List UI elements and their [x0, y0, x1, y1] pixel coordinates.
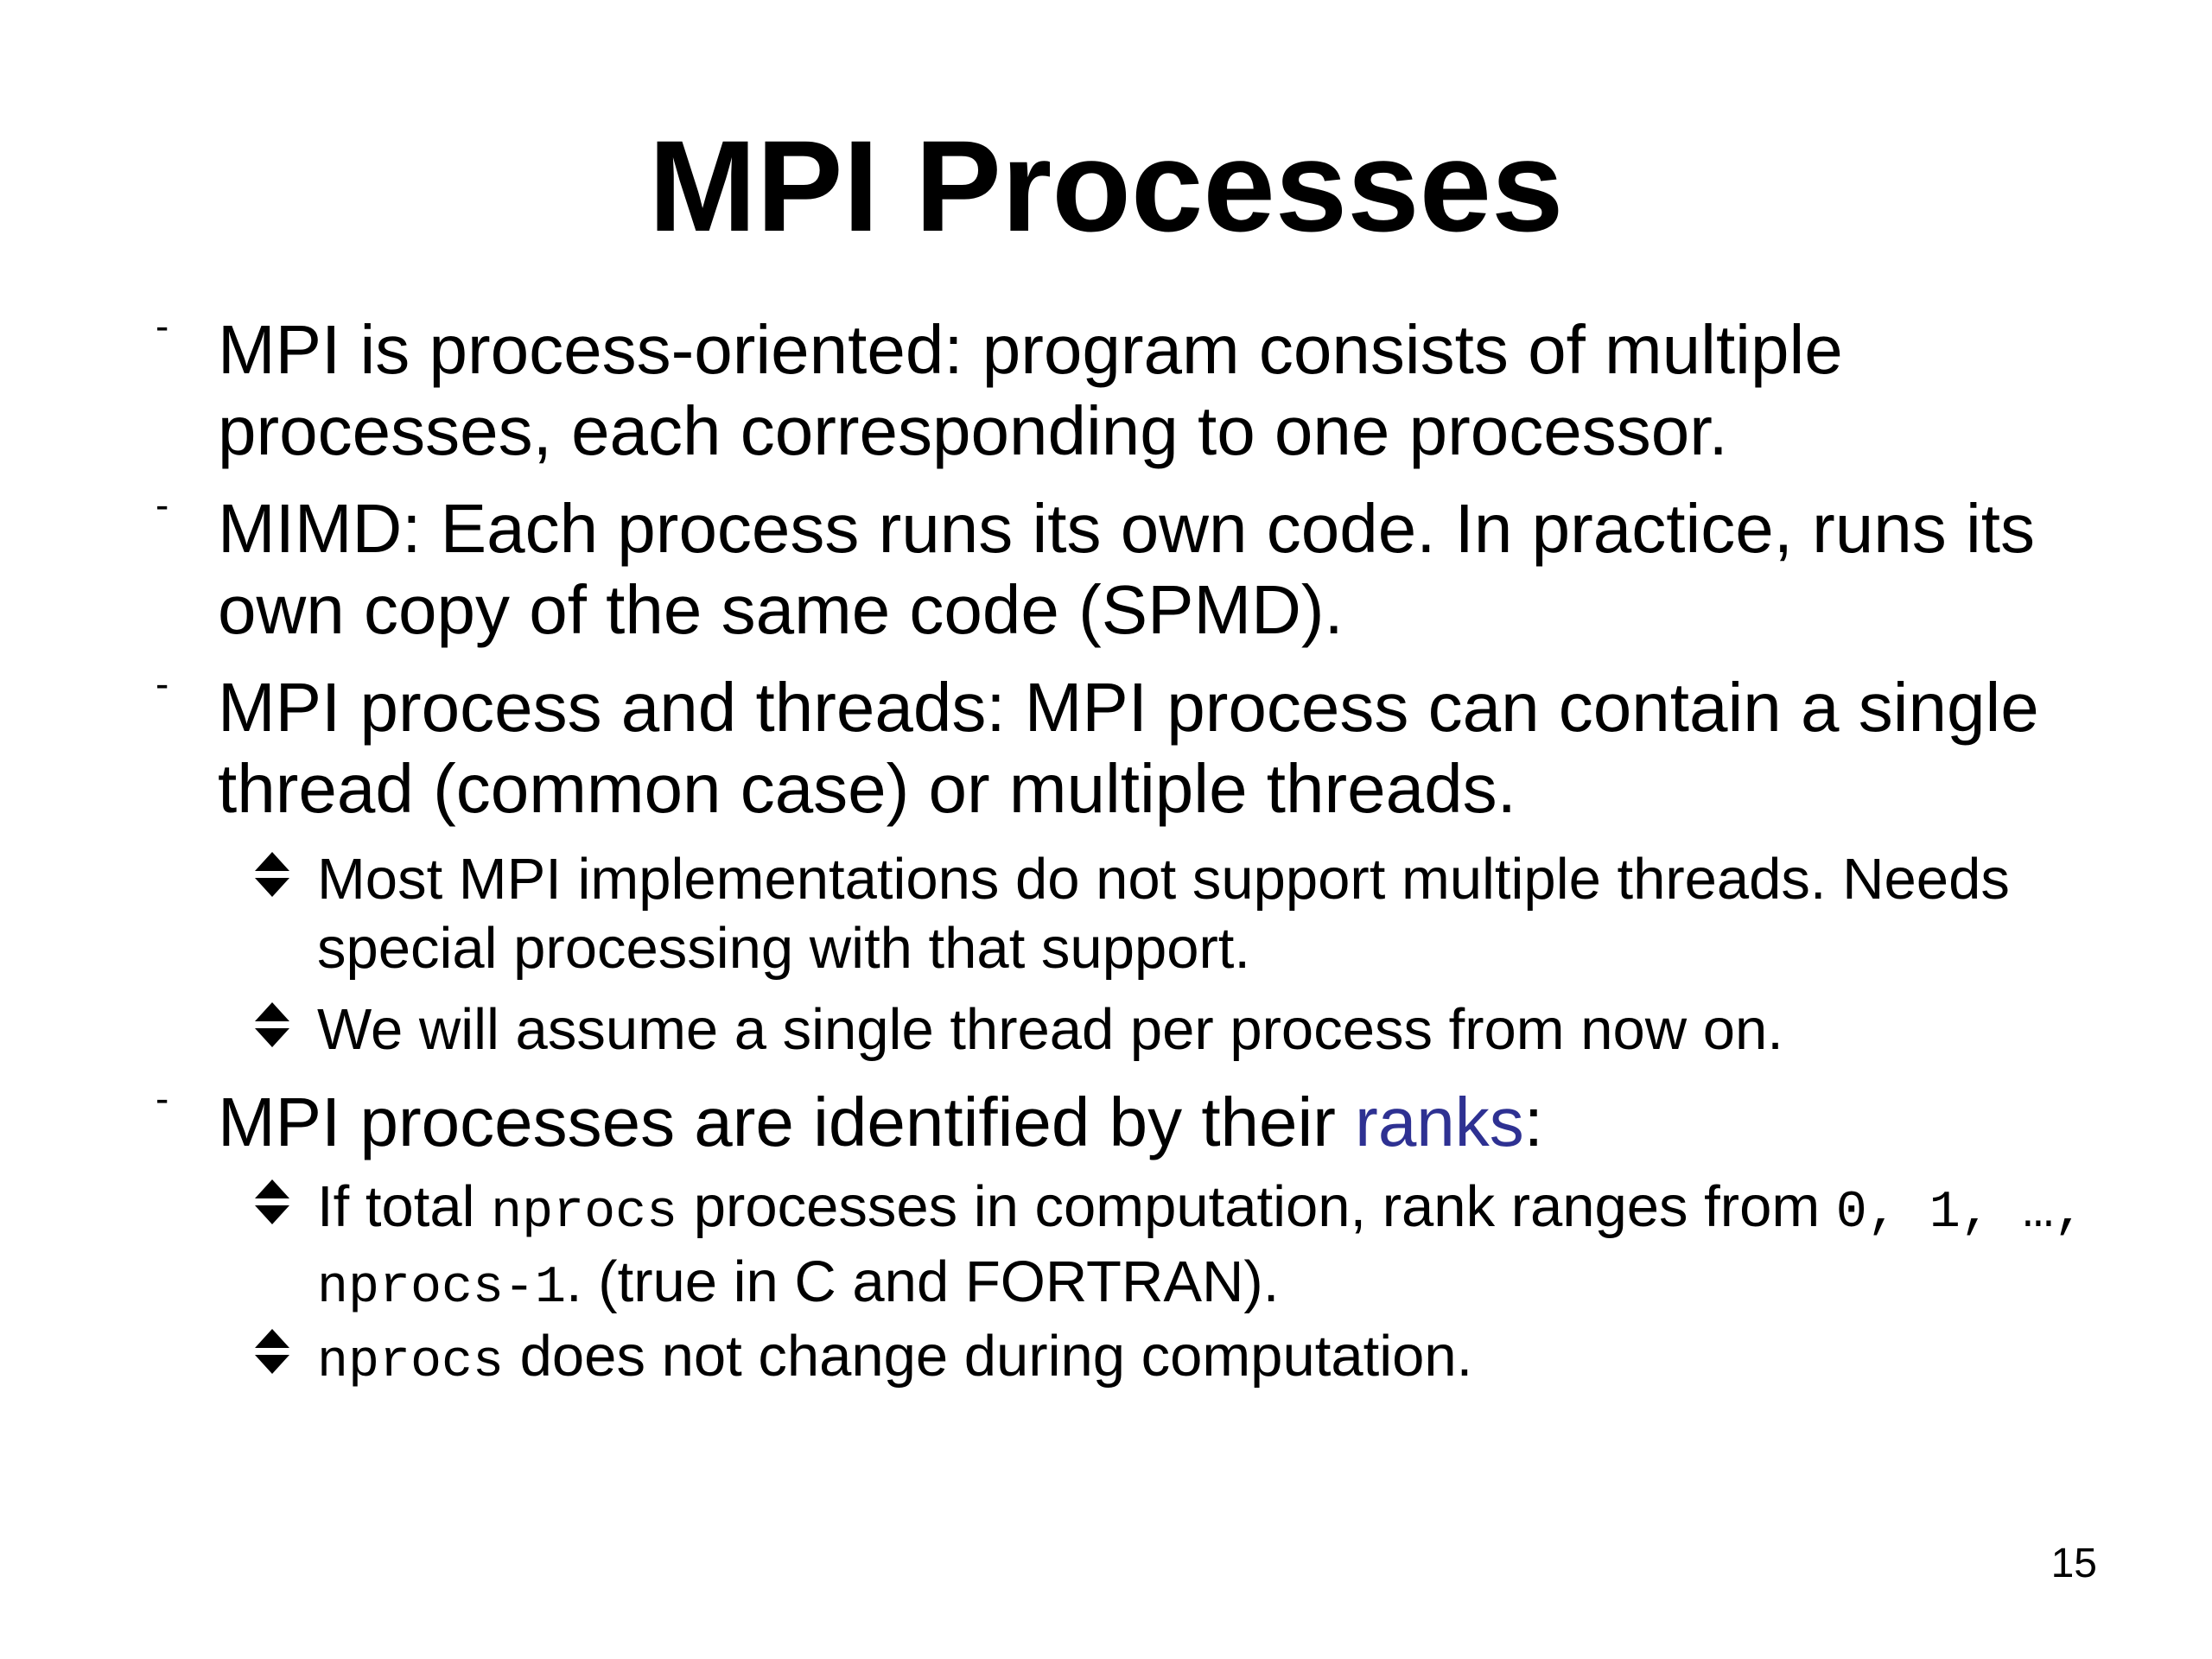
slide-title: MPI Processes	[648, 113, 1564, 258]
ranks-link[interactable]: ranks	[1355, 1084, 1524, 1160]
up-down-diamond-icon	[253, 1327, 291, 1376]
sub-bullet-item	[317, 1173, 2158, 1323]
sub-bullet-text: If total	[317, 1174, 492, 1239]
sub-bullet-text: We will assume a single thread per process from now on.	[317, 997, 1783, 1062]
code-nprocs: nprocs	[491, 1184, 678, 1243]
sub-bullet-item	[317, 845, 2158, 983]
bullet-item	[156, 303, 2153, 472]
bullet-item	[156, 1076, 2153, 1163]
code-nprocs: nprocs	[317, 1333, 505, 1392]
dash-bullet-icon: -	[156, 661, 169, 706]
bullet-text: MPI is process-oriented: program consists of multiple processes, each corresponding to one processor.	[218, 311, 1843, 469]
sub-bullet-text: Most MPI implementations do not support multiple threads. Needs special processing with that support.	[317, 847, 2010, 981]
up-down-diamond-icon	[253, 1001, 291, 1049]
bullet-text: MPI process and threads: MPI process can contain a single thread (common case) or multiple threads.	[218, 669, 2039, 827]
sub-bullet-item	[317, 1322, 2158, 1397]
bullet-text-end: :	[1523, 1084, 1544, 1160]
up-down-diamond-icon	[253, 850, 291, 899]
sub-bullet-text: processes in computation, rank ranges from	[677, 1174, 1836, 1239]
bullet-item	[156, 661, 2153, 830]
dash-bullet-icon: -	[156, 1076, 169, 1121]
bullet-text: MPI processes are identified by their	[218, 1084, 1356, 1160]
up-down-diamond-icon	[253, 1178, 291, 1226]
bullet-text: MIMD: Each process runs its own code. In practice, runs its own copy of the same code (SPMD).	[218, 490, 2036, 648]
sub-bullet-item	[317, 995, 2158, 1065]
sub-bullet-text: . (true in C and FORTRAN).	[566, 1249, 1280, 1314]
dash-bullet-icon: -	[156, 303, 169, 348]
code-rank-range: 0, 1, …, nprocs-1	[317, 1184, 2085, 1318]
dash-bullet-icon: -	[156, 482, 169, 527]
bullet-item	[156, 482, 2153, 651]
sub-bullet-text: does not change during computation.	[504, 1324, 1473, 1389]
page-number: 15	[2050, 1541, 2097, 1586]
